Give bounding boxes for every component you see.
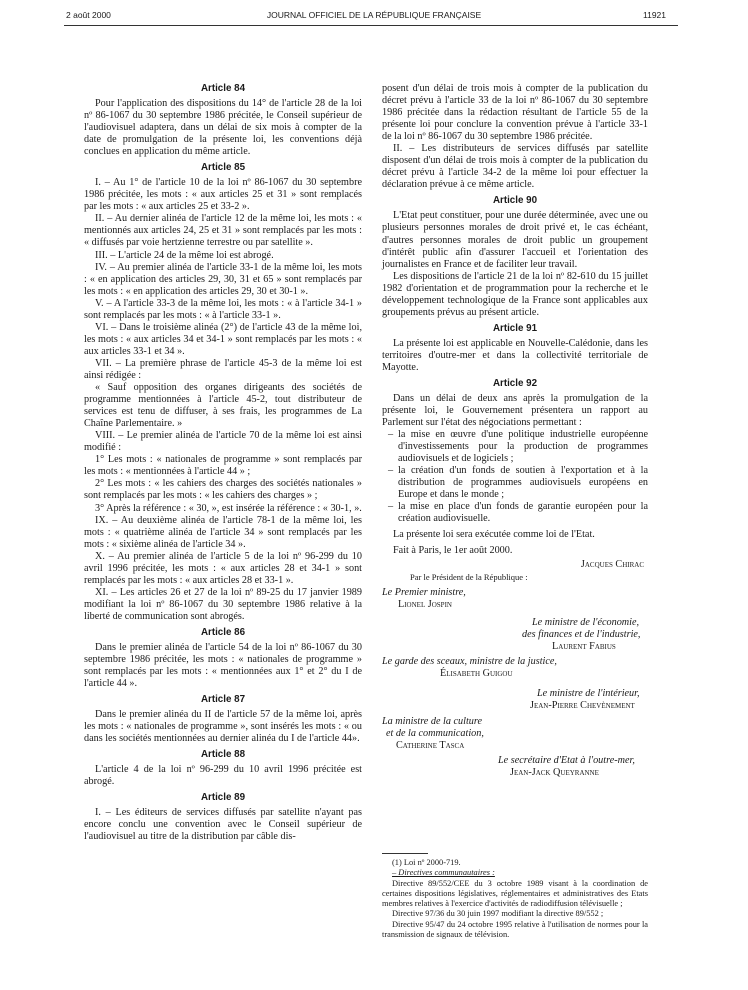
article-85-paragraph-13: IX. – Au deuxième alinéa de l'article 78-1 de la même loi, les mots : « quatrième alinéa de l'article 34 » sont remplacés par les mots : « sixième alinéa de l'article 34 ». [84,514,362,550]
article-85-paragraph-6: VI. – Dans le troisième alinéa (2°) de l'article 43 de la même loi, les mots : « aux articles 34 et 34-1 » sont remplacés par les mots : « aux articles 33-1 et 34 ». [84,321,362,357]
footnote-directive-3: Directive 95/47 du 24 octobre 1995 relative à l'utilisation de normes pour la transmission de signaux de télévision. [382,919,648,940]
article-92-list [382,429,648,525]
list-item: – la création d'un fonds de soutien à l'exportation et à la distribution de programmes audiovisuels européens en Europe et dans le monde ; [398,465,648,501]
article-85-title: Article 85 [200,162,246,174]
overseas-secretary-name: Jean-Jack Queyranne [510,767,599,779]
article-90-paragraph-2: Les dispositions de l'article 21 de la loi nº 82-610 du 15 juillet 1982 d'orientation et de programmation pour la recherche et le développement technologique de la France sont applicables aux groupements prévus au présent article. [382,270,648,318]
header-page-number: 11921 [643,10,667,20]
left-column [84,83,362,844]
header-date: 2 août 2000 [66,10,111,20]
article-89-title: Article 89 [200,792,246,804]
article-89-continuation: posent d'un délai de trois mois à compter de la publication du décret prévu à l'article 33 de la loi nº 86-1067 du 30 septembre 1986 précitée dans la rédaction résultant de l'article 55 de la présente loi pour conclure la convention prévue à l'article 33-1 de la loi nº 86-1067 du 30 septembre 1986 précitée. [382,83,648,143]
footnote-directive-2: Directive 97/36 du 30 juin 1997 modifiant la directive 89/552 ; [392,909,604,919]
article-85-paragraph-8: « Sauf opposition des organes dirigeants des sociétés de programme mentionnées à l'article 45-2, tout distributeur de services est tenu de diffuser, à ses frais, les programmes de La Chaîne Parlementaire. » [84,382,362,430]
justice-minister-name: Élisabeth Guigou [440,667,513,679]
interior-minister-name: Jean-Pierre Chevènement [530,700,635,712]
article-87-paragraph: Dans le premier alinéa du II de l'article 57 de la même loi, après les mots : « nationales de programme », sont insérés les mots : « ou dans les sociétés mentionnées au dernier alinéa du I de l'article 44». [84,709,362,745]
article-85-paragraph-14: X. – Au premier alinéa de l'article 5 de la loi nº 96-299 du 10 avril 1996 précitée, les mots : « aux articles 28 et 34-1 » sont remplacés par les mots : « aux articles 28 et 33-1 ». [84,550,362,586]
article-84-paragraph: Pour l'application des dispositions du 14° de l'article 28 de la loi nº 86-1067 du 30 septembre 1986 précitée, le Conseil supérieur de l'audiovisuel adaptera, dans un délai de six mois à compter de la date de promulgation de la présente loi, les conventions déjà conclues en application du même article. [84,98,362,158]
article-87-title: Article 87 [200,694,246,706]
header-rule [64,25,678,26]
article-84-title: Article 84 [200,83,246,94]
article-89-paragraph-2: II. – Les distributeurs de services diffusés par satellite disposent d'un délai de trois mois à compter de la publication du décret prévu à l'article 34-2 de la même loi pour effectuer la déclaration prévue à ce même article. [382,143,648,191]
article-85-paragraph-2: II. – Au dernier alinéa de l'article 12 de la même loi, les mots : « mentionnés aux articles 24, 25 et 31 » sont remplacés par les mots : « diffusés par voie hertzienne terrestre ou par satellite ». [84,213,362,249]
article-85-paragraph-10: 1° Les mots : « nationales de programme » sont remplacés par les mots : « mentionnées à l'article 44 » ; [84,454,362,478]
article-90-paragraph-1: L'Etat peut constituer, pour une durée déterminée, avec une ou plusieurs personnes morales de droit privé et, le cas échéant, d'autres personnes morales de droit public un groupement d'intérêt public afin d'assurer l'accueil et l'orientation des journalistes en France et de faciliter leur travail. [382,210,648,270]
article-85-paragraph-15: XI. – Les articles 26 et 27 de la loi nº 89-25 du 17 janvier 1989 modifiant la loi nº 86-1067 du 30 septembre 1986 relative à la liberté de communication sont abrogés. [84,586,362,622]
culture-minister-name: Catherine Tasca [396,740,465,752]
article-91-title: Article 91 [492,322,538,334]
article-85-paragraph-3: III. – L'article 24 de la même loi est abrogé. [95,249,274,261]
overseas-secretary-title: Le secrétaire d'Etat à l'outre-mer, [498,755,635,767]
article-85-paragraph-7: VII. – La première phrase de l'article 45-3 de la même loi est ainsi rédigée : [84,357,362,381]
prime-minister-name: Lionel Jospin [398,598,452,610]
economy-minister-title-1: Le ministre de l'économie, [532,616,640,628]
justice-minister-title: Le garde des sceaux, ministre de la justice, [382,655,557,667]
article-92-paragraph: Dans un délai de deux ans après la promulgation de la présente loi, le Gouvernement présentera un rapport au Parlement sur l'état des négociations permettant : [382,392,648,429]
footnote-directive-1: Directive 89/552/CEE du 3 octobre 1989 visant à la coordination de certaines dispositions législatives, réglementaires et administratives des Etats membres relatives à l'exercice d'activités de radiodiffusion télévisuelle ; [382,878,648,909]
article-85-paragraph-12: 3° Après la référence : « 30, », est insérée la référence : « 30-1, ». [95,502,362,514]
article-85-paragraph-11: 2° Les mots : « les cahiers des charges des sociétés nationales » sont remplacés par les mots : « les cahiers des charges » ; [84,478,362,502]
by-president-line: Par le Président de la République : [410,571,528,582]
economy-minister-title-2: des finances et de l'industrie, [522,628,641,640]
page-header [0,10,748,24]
economy-minister-name: Laurent Fabius [552,640,616,652]
footnote-1: (1) Loi nº 2000-719. [392,858,461,867]
article-90-title: Article 90 [492,195,538,207]
article-88-title: Article 88 [200,749,246,761]
article-85-paragraph-5: V. – A l'article 33-3 de la même loi, les mots : « à l'article 34-1 » sont remplacés par les mots : « à l'article 33-1 ». [84,297,362,321]
header-journal-title: JOURNAL OFFICIEL DE LA RÉPUBLIQUE FRANÇAISE [266,10,482,20]
culture-minister-title-2: et de la communication, [386,728,484,740]
execution-clause: La présente loi sera exécutée comme loi de l'Etat. [393,528,595,540]
footnote-rule [382,853,428,854]
list-item: – la mise en place d'un fonds de garantie européen pour la création audiovisuelle. [398,501,648,525]
article-89-paragraph-1: I. – Les éditeurs de services diffusés par satellite n'ayant pas encore conclu une convention avec le Conseil supérieur de l'audiovisuel au titre de la distribution par câble dis- [84,807,362,843]
article-91-paragraph: La présente loi est applicable en Nouvelle-Calédonie, dans les territoires d'outre-mer et dans la collectivité territoriale de Mayotte. [382,337,648,373]
article-92-title: Article 92 [492,377,538,389]
footnote-directives-heading: – Directives communautaires : [392,868,495,878]
right-column [382,83,648,779]
article-86-paragraph: Dans le premier alinéa de l'article 54 de la loi nº 86-1067 du 30 septembre 1986 précitée, les mots : « nationales de programme » sont remplacés par les mots : « mentionnées aux 1° et 2° du I de l'article 44 ». [84,641,362,690]
signature-president: Jacques Chirac [580,558,644,570]
prime-minister-title: Le Premier ministre, [382,586,466,598]
interior-minister-title: Le ministre de l'intérieur, [537,688,640,700]
article-86-title: Article 86 [200,626,246,638]
list-item: – la mise en œuvre d'une politique industrielle européenne d'investissements pour la production de programmes audiovisuels et de logiciels ; [398,429,648,465]
footnotes [382,853,648,940]
article-85-paragraph-1: I. – Au 1° de l'article 10 de la loi nº 86-1067 du 30 septembre 1986 précitée, les mots : « aux articles 25 et 31 » sont remplacés par les mots : « aux articles 25 et 33-2 ». [84,177,362,213]
place-date: Fait à Paris, le 1er août 2000. [393,544,513,556]
article-88-paragraph: L'article 4 de la loi nº 96-299 du 10 avril 1996 précitée est abrogé. [84,764,362,788]
culture-minister-title-1: La ministre de la culture [382,716,482,728]
article-85-paragraph-4: IV. – Au premier alinéa de l'article 33-1 de la même loi, les mots : « en application des articles 29, 30, 31 et 65 » sont remplacés par les mots : « en application des articles 29, 30 et 30-1 ». [84,261,362,297]
article-85-paragraph-9: VIII. – Le premier alinéa de l'article 70 de la même loi est ainsi modifié : [84,430,362,454]
